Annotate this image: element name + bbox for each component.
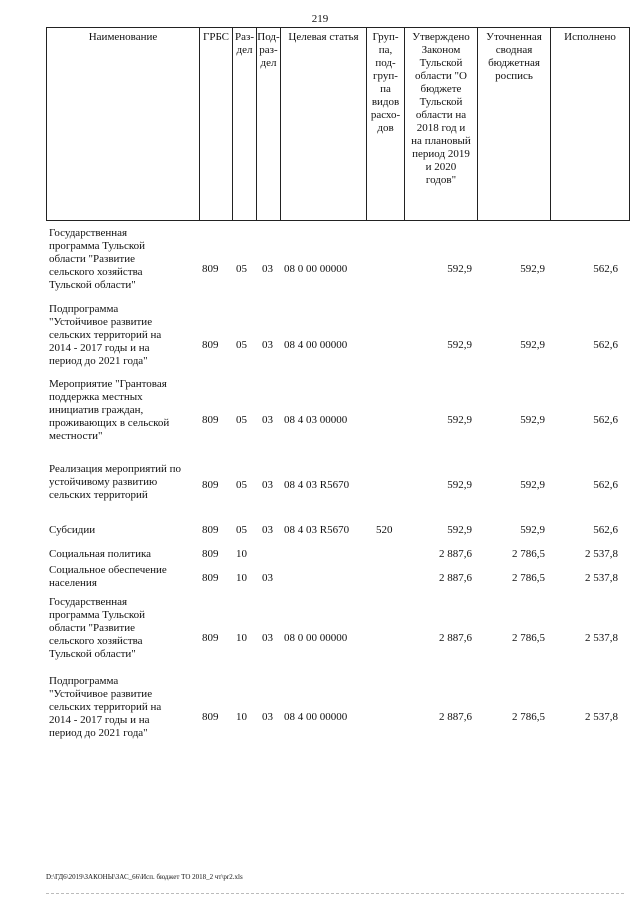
row-name: Государственная программа Тульской области "Развитие сельского хозяйства Тульской области" bbox=[49, 596, 146, 660]
cell-podrazdel: 03 bbox=[262, 632, 273, 644]
cell-executed: 2 537,8 bbox=[585, 548, 618, 560]
row-name: Подпрограмма "Устойчивое развитие сельских территорий на 2014 - 2017 годы и на период до 2021 года" bbox=[49, 675, 162, 739]
cell-podrazdel: 03 bbox=[262, 711, 273, 723]
cell-target: 08 0 00 00000 bbox=[284, 632, 348, 644]
row-name: Социальное обеспечение населения bbox=[49, 564, 167, 589]
cell-grbs: 809 bbox=[202, 632, 219, 644]
cell-executed: 562,6 bbox=[593, 263, 618, 275]
cell-grbs: 809 bbox=[202, 414, 219, 426]
cell-grbs: 809 bbox=[202, 263, 219, 275]
cell-razdel: 05 bbox=[236, 479, 247, 491]
cell-target: 08 4 00 00000 bbox=[284, 711, 348, 723]
cell-group: 520 bbox=[376, 524, 393, 536]
header-executed: Исполнено bbox=[564, 31, 616, 43]
cell-target: 08 4 00 00000 bbox=[284, 339, 348, 351]
header-grbs: ГРБС bbox=[200, 28, 233, 220]
header-approved: Утверждено Законом Тульской области "О бюджете Тульской области на 2018 год и на плановый период 2019 и 2020 годов" bbox=[405, 28, 478, 220]
cell-approved: 2 887,6 bbox=[439, 632, 472, 644]
row-name: Подпрограмма "Устойчивое развитие сельских территорий на 2014 - 2017 годы и на период до 2021 года" bbox=[49, 303, 162, 367]
cell-target: 08 4 03 R5670 bbox=[284, 524, 350, 536]
cell-approved: 592,9 bbox=[447, 479, 472, 491]
cell-executed: 2 537,8 bbox=[585, 572, 618, 584]
cell-refined: 592,9 bbox=[520, 524, 545, 536]
row-name: Реализация мероприятий по устойчивому развитию сельских территорий bbox=[49, 463, 182, 501]
cell-refined: 592,9 bbox=[520, 339, 545, 351]
cell-target: 08 4 03 00000 bbox=[284, 414, 348, 426]
budget-table bbox=[46, 27, 630, 221]
cell-grbs: 809 bbox=[202, 479, 219, 491]
cell-razdel: 05 bbox=[236, 339, 247, 351]
cell-executed: 562,6 bbox=[593, 339, 618, 351]
row-name: Субсидии bbox=[49, 524, 96, 536]
cell-refined: 592,9 bbox=[520, 479, 545, 491]
cell-grbs: 809 bbox=[202, 572, 219, 584]
row-name: Мероприятие "Грантовая поддержка местных инициатив граждан, проживающих в сельской местности" bbox=[49, 378, 170, 442]
page-number: 219 bbox=[311, 13, 329, 25]
cell-podrazdel: 03 bbox=[262, 263, 273, 275]
cell-executed: 562,6 bbox=[593, 479, 618, 491]
cell-razdel: 05 bbox=[236, 524, 247, 536]
cell-refined: 592,9 bbox=[520, 414, 545, 426]
cell-approved: 592,9 bbox=[447, 524, 472, 536]
cell-executed: 2 537,8 bbox=[585, 632, 618, 644]
header-refined: Уточненная сводная бюджетная роспись bbox=[478, 28, 551, 220]
cell-razdel: 05 bbox=[236, 414, 247, 426]
header-name: Наименование bbox=[47, 28, 200, 220]
cell-refined: 2 786,5 bbox=[512, 548, 545, 560]
footer-divider bbox=[46, 893, 624, 894]
table-header bbox=[46, 27, 630, 221]
cell-razdel: 10 bbox=[236, 632, 247, 644]
cell-podrazdel: 03 bbox=[262, 572, 273, 584]
cell-grbs: 809 bbox=[202, 524, 219, 536]
row-name: Социальная политика bbox=[49, 548, 152, 560]
file-path-footer: D:\ГД6\2019\ЗАКОНЫ\ЗАС_66\Исп. бюджет ТО 2018_2 чт\pr2.xls bbox=[46, 873, 243, 881]
cell-grbs: 809 bbox=[202, 711, 219, 723]
cell-podrazdel: 03 bbox=[262, 414, 273, 426]
header-group: Груп- па, под- груп- па видов расхо- дов bbox=[367, 28, 405, 220]
cell-executed: 562,6 bbox=[593, 414, 618, 426]
cell-target: 08 4 03 R5670 bbox=[284, 479, 350, 491]
row-name: Государственная программа Тульской области "Развитие сельского хозяйства Тульской области" bbox=[49, 227, 146, 291]
header-target: Целевая статья bbox=[281, 28, 367, 220]
cell-approved: 2 887,6 bbox=[439, 711, 472, 723]
cell-approved: 592,9 bbox=[447, 263, 472, 275]
cell-podrazdel: 03 bbox=[262, 524, 273, 536]
cell-approved: 592,9 bbox=[447, 414, 472, 426]
cell-refined: 2 786,5 bbox=[512, 711, 545, 723]
cell-refined: 2 786,5 bbox=[512, 572, 545, 584]
cell-approved: 2 887,6 bbox=[439, 548, 472, 560]
header-razdel: Раз- дел bbox=[233, 28, 257, 220]
cell-razdel: 10 bbox=[236, 711, 247, 723]
cell-approved: 2 887,6 bbox=[439, 572, 472, 584]
cell-grbs: 809 bbox=[202, 548, 219, 560]
cell-approved: 592,9 bbox=[447, 339, 472, 351]
cell-razdel: 10 bbox=[236, 572, 247, 584]
cell-podrazdel: 03 bbox=[262, 339, 273, 351]
cell-razdel: 05 bbox=[236, 263, 247, 275]
cell-executed: 2 537,8 bbox=[585, 711, 618, 723]
cell-refined: 592,9 bbox=[520, 263, 545, 275]
cell-target: 08 0 00 00000 bbox=[284, 263, 348, 275]
cell-grbs: 809 bbox=[202, 339, 219, 351]
cell-refined: 2 786,5 bbox=[512, 632, 545, 644]
cell-executed: 562,6 bbox=[593, 524, 618, 536]
cell-razdel: 10 bbox=[236, 548, 247, 560]
header-podrazdel: Под- раз- дел bbox=[257, 28, 281, 220]
cell-podrazdel: 03 bbox=[262, 479, 273, 491]
